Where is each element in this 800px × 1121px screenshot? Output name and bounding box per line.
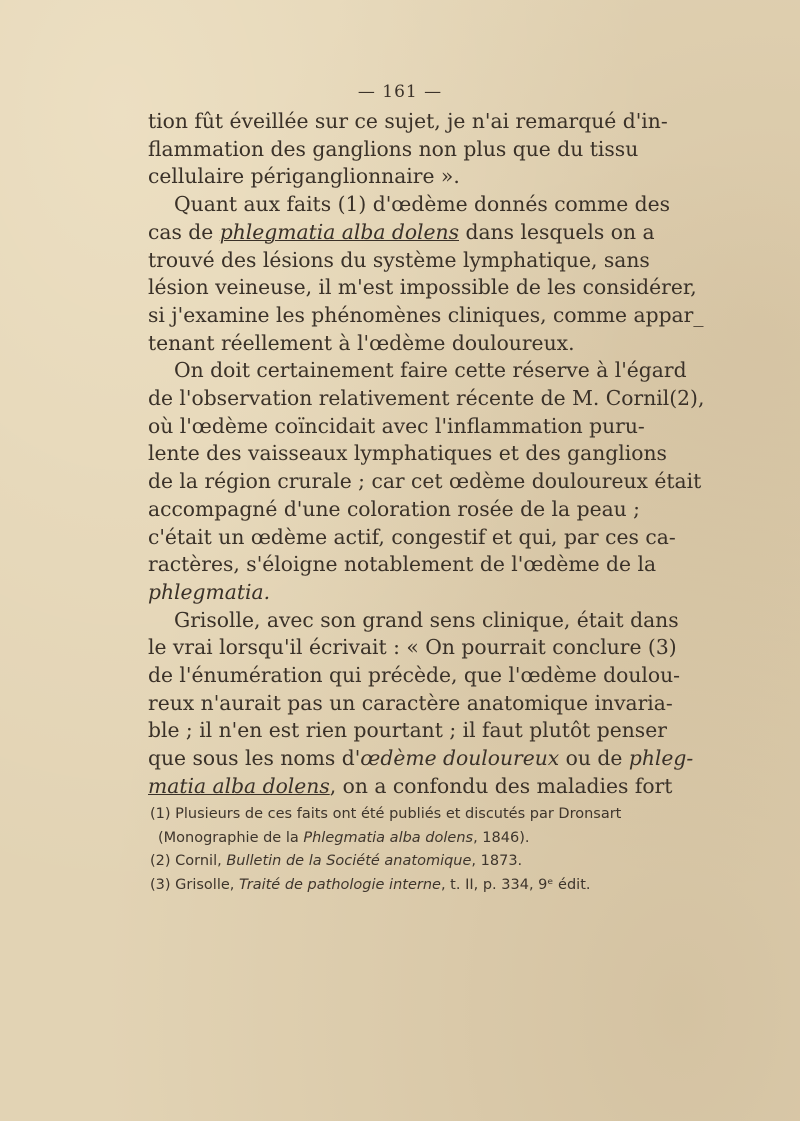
text-line: le vrai lorsqu'il écrivait : « On pourrait conclure (3) xyxy=(148,635,677,660)
text-line xyxy=(148,773,673,801)
text-span: (2) Cornil, xyxy=(150,853,227,869)
text-line: lente des vaisseaux lymphatiques et des ganglions xyxy=(148,441,667,466)
italic-term: matia alba dolens xyxy=(148,773,330,798)
text-line: ble ; il n'en est rien pourtant ; il faut plutôt penser xyxy=(148,718,667,743)
paragraph-start: Quant aux faits (1) d'œdème donnés comme des xyxy=(174,192,671,217)
text-span: , 1846). xyxy=(473,829,530,846)
text-line: lésion veineuse, il m'est impossible de les considérer, xyxy=(148,275,697,300)
body-text xyxy=(148,108,705,801)
text-line: flammation des ganglions non plus que du tissu xyxy=(148,136,639,161)
italic-term: phlegmatia alba dolens xyxy=(219,219,460,244)
footnotes xyxy=(150,803,620,897)
text-line: de la région crurale ; car cet œdème douloureux était xyxy=(148,469,702,494)
text-line xyxy=(148,745,694,773)
paragraph-start: Grisolle, avec son grand sens clinique, était dans xyxy=(174,607,679,632)
page-number: — 161 — xyxy=(357,82,443,102)
text-span: cas de xyxy=(148,219,220,244)
text-line xyxy=(148,579,613,607)
text-span: dans lesquels on a xyxy=(459,219,655,244)
text-span: (Monographie de la xyxy=(158,829,304,846)
text-line: reux n'aurait pas un caractère anatomique invaria- xyxy=(148,690,673,715)
footnote-1: (1) Plusieurs de ces faits ont été publiés et discutés par Dronsart xyxy=(150,806,622,822)
text-line: tenant réellement à l'œdème douloureux. xyxy=(148,330,575,355)
text-span: , on a confondu des maladies fort xyxy=(329,773,673,798)
text-line xyxy=(148,219,655,247)
text-line: tion fût éveillée sur ce sujet, je n'ai remarqué d'in- xyxy=(148,109,668,133)
text-span: , 1873. xyxy=(471,853,523,869)
italic-term: phlegmatia. xyxy=(148,579,271,604)
text-line: de l'énumération qui précède, que l'œdème doulou- xyxy=(148,663,681,688)
italic-term: œdème douloureux xyxy=(360,746,560,771)
text-line: de l'observation relativement récente de M. Cornil(2), xyxy=(148,386,705,411)
text-line: ractères, s'éloigne notablement de l'œdème de la xyxy=(148,552,657,577)
text-line: trouvé des lésions du système lymphatique, sans xyxy=(148,247,650,272)
footnote-1-continued xyxy=(150,827,620,851)
footnote-3 xyxy=(150,874,620,898)
text-span: que sous les noms d' xyxy=(148,746,361,771)
footnote-2 xyxy=(150,850,620,874)
text-span: , t. II, p. 334, 9ᵉ édit. xyxy=(440,876,591,893)
italic-title: Phlegmatia alba dolens xyxy=(303,829,474,846)
text-line: si j'examine les phénomènes cliniques, comme appar_ xyxy=(148,302,704,327)
text-line: où l'œdème coïncidait avec l'inflammation puru- xyxy=(148,413,645,438)
paragraph-start: On doit certainement faire cette réserve à l'égard xyxy=(174,358,687,383)
italic-term: phleg- xyxy=(628,746,694,771)
text-line: cellulaire périganglionnaire ». xyxy=(148,164,460,189)
text-line: c'était un œdème actif, congestif et qui, par ces ca- xyxy=(148,524,676,549)
italic-title: Bulletin de la Société anatomique xyxy=(226,853,472,869)
italic-title: Traité de pathologie interne xyxy=(239,876,441,893)
text-span: ou de xyxy=(559,746,629,771)
text-span: (3) Grisolle, xyxy=(150,876,239,893)
text-line: accompagné d'une coloration rosée de la peau ; xyxy=(148,496,640,521)
